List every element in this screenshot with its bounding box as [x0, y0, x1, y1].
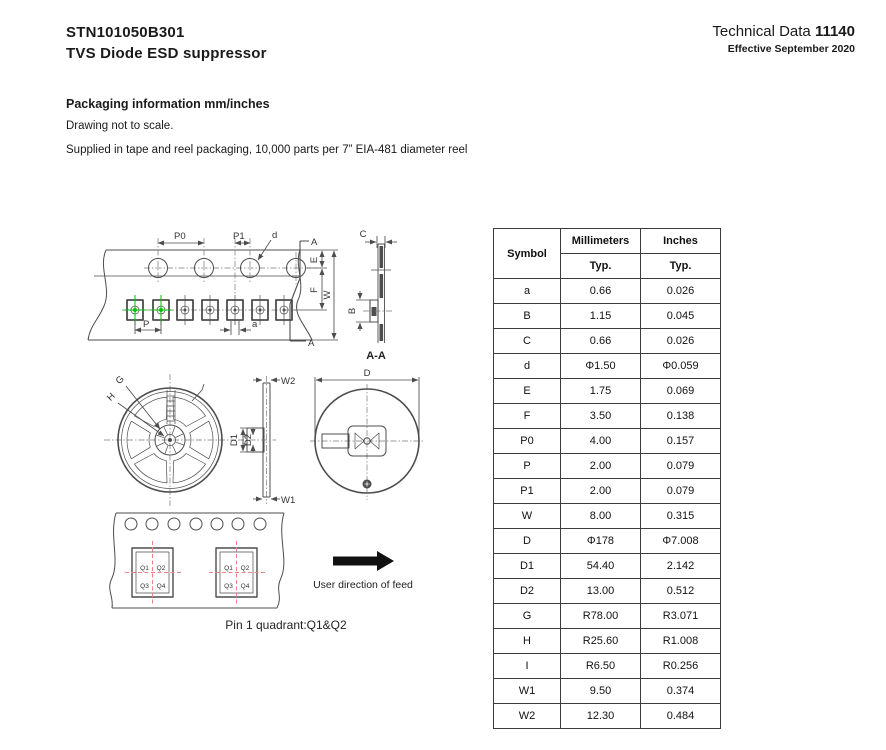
cell-in: 0.374: [641, 679, 721, 704]
component-outline: [125, 541, 181, 604]
cell-symbol: P: [494, 454, 561, 479]
cell-symbol: D1: [494, 554, 561, 579]
quadrant-label-q4: Q4: [240, 583, 250, 590]
dim-label-w: W: [322, 290, 333, 300]
cell-symbol: P1: [494, 479, 561, 504]
packaging-drawing: [60, 200, 490, 650]
table-row: [494, 704, 721, 729]
cell-mm: Φ178: [561, 529, 641, 554]
cell-mm: 1.75: [561, 379, 641, 404]
dim-label-b: B: [347, 307, 358, 315]
dim-label-p1: P1: [233, 231, 245, 242]
dim-label-w2: W2: [281, 376, 296, 387]
title-block: [66, 22, 267, 64]
dim-label-g: G: [113, 373, 127, 387]
table-row: [494, 354, 721, 379]
tape-section-drawing: [347, 229, 397, 362]
table-row: [494, 479, 721, 504]
cell-mm: 1.15: [561, 304, 641, 329]
quadrant-label-q3: Q3: [224, 583, 233, 590]
dim-label-e: E: [309, 256, 320, 264]
cell-in: 0.026: [641, 279, 721, 304]
note-supply: Supplied in tape and reel packaging, 10,000 parts per 7” EIA-481 diameter reel: [66, 144, 468, 156]
dim-label-c: C: [359, 229, 367, 240]
cell-mm: 54.40: [561, 554, 641, 579]
cell-in: 0.079: [641, 479, 721, 504]
cell-in: 0.045: [641, 304, 721, 329]
dim-label-d2: D2: [243, 433, 254, 447]
table-row: [494, 504, 721, 529]
cell-in: Φ0.059: [641, 354, 721, 379]
cell-symbol: W2: [494, 704, 561, 729]
table-row: [494, 579, 721, 604]
cell-symbol: C: [494, 329, 561, 354]
section-mark-a-bottom: A: [308, 338, 315, 349]
cell-in: 0.484: [641, 704, 721, 729]
col-header-millimeters: Millimeters: [561, 229, 641, 254]
table-row: [494, 304, 721, 329]
cell-mm: 2.00: [561, 454, 641, 479]
cell-in: 0.157: [641, 429, 721, 454]
cell-mm: 13.00: [561, 579, 641, 604]
doc-type-line: [712, 23, 855, 40]
cell-mm: 0.66: [561, 279, 641, 304]
cell-mm: R6.50: [561, 654, 641, 679]
dim-label-w1: W1: [281, 495, 296, 506]
cell-in: 2.142: [641, 554, 721, 579]
reel-back-drawing: [310, 368, 424, 500]
dim-label-d1: D1: [229, 433, 240, 447]
table-row: [494, 654, 721, 679]
dim-label-d: d: [272, 230, 278, 241]
cell-mm: R25.60: [561, 629, 641, 654]
table-row: [494, 329, 721, 354]
section-mark-a-top: A: [311, 237, 318, 248]
dim-label-p: P: [143, 319, 150, 330]
effective-date: Effective September 2020: [727, 43, 855, 55]
cell-in: 0.138: [641, 404, 721, 429]
doc-type: Technical Data: [712, 23, 811, 40]
cell-symbol: P0: [494, 429, 561, 454]
note-not-to-scale: Drawing not to scale.: [66, 120, 174, 132]
carrier-tape-drawing: [88, 230, 338, 349]
quadrant-label-q2: Q2: [240, 565, 250, 572]
doc-number: 11140: [814, 23, 855, 40]
table-row: [494, 604, 721, 629]
table-row: [494, 379, 721, 404]
pin1-quadrant-note: Pin 1 quadrant:Q1&Q2: [225, 618, 347, 632]
dim-label-d-reel: D: [363, 368, 371, 379]
cell-symbol: I: [494, 654, 561, 679]
dim-label-a: a: [252, 319, 258, 330]
table-row: [494, 454, 721, 479]
table-row: [494, 279, 721, 304]
cell-mm: 3.50: [561, 404, 641, 429]
cell-symbol: F: [494, 404, 561, 429]
cell-symbol: a: [494, 279, 561, 304]
part-number: STN101050B301: [66, 24, 185, 41]
subheader-typ-mm: Typ.: [561, 254, 641, 279]
cell-in: 0.079: [641, 454, 721, 479]
table-row: [494, 679, 721, 704]
table-row: [494, 404, 721, 429]
dimension-table: [493, 228, 721, 729]
dim-label-h: H: [104, 390, 118, 404]
col-header-symbol: Symbol: [494, 229, 561, 279]
cell-symbol: D2: [494, 579, 561, 604]
quadrant-label-q1: Q1: [224, 565, 233, 572]
cell-in: R1.008: [641, 629, 721, 654]
cell-in: R0.256: [641, 654, 721, 679]
cell-in: 0.026: [641, 329, 721, 354]
quadrant-label-q2: Q2: [156, 565, 166, 572]
cell-mm: 4.00: [561, 429, 641, 454]
dim-label-f: F: [309, 287, 320, 293]
cell-mm: Φ1.50: [561, 354, 641, 379]
cell-symbol: W: [494, 504, 561, 529]
cell-symbol: H: [494, 629, 561, 654]
cell-mm: 9.50: [561, 679, 641, 704]
doc-info-block: [712, 23, 855, 55]
cell-symbol: W1: [494, 679, 561, 704]
cell-symbol: G: [494, 604, 561, 629]
feed-direction-arrow: [333, 551, 394, 571]
table-row: [494, 629, 721, 654]
quadrant-label-q4: Q4: [156, 583, 166, 590]
table-row: [494, 554, 721, 579]
subheader-typ-in: Typ.: [641, 254, 721, 279]
feed-direction-label: User direction of feed: [313, 579, 413, 591]
reel-side-drawing: [229, 376, 295, 506]
section-title: Packaging information mm/inches: [66, 97, 270, 111]
feed-tape-drawing: [110, 513, 413, 632]
product-name: TVS Diode ESD suppressor: [66, 45, 267, 62]
reel-front-drawing: [104, 374, 236, 506]
component-outline: [209, 541, 265, 604]
cell-symbol: D: [494, 529, 561, 554]
dim-label-p0: P0: [174, 231, 186, 242]
cell-in: 0.069: [641, 379, 721, 404]
cell-in: 0.315: [641, 504, 721, 529]
table-row: [494, 429, 721, 454]
cell-in: Φ7.008: [641, 529, 721, 554]
table-row: [494, 529, 721, 554]
cell-mm: 0.66: [561, 329, 641, 354]
section-name-aa: A-A: [366, 350, 386, 362]
cell-in: R3.071: [641, 604, 721, 629]
col-header-inches: Inches: [641, 229, 721, 254]
cell-symbol: B: [494, 304, 561, 329]
sprocket-holes-row: [125, 518, 266, 530]
quadrant-label-q1: Q1: [140, 565, 149, 572]
cell-symbol: d: [494, 354, 561, 379]
cell-in: 0.512: [641, 579, 721, 604]
cell-mm: 8.00: [561, 504, 641, 529]
cell-mm: R78.00: [561, 604, 641, 629]
cell-symbol: E: [494, 379, 561, 404]
cell-mm: 2.00: [561, 479, 641, 504]
cell-mm: 12.30: [561, 704, 641, 729]
quadrant-label-q3: Q3: [140, 583, 149, 590]
